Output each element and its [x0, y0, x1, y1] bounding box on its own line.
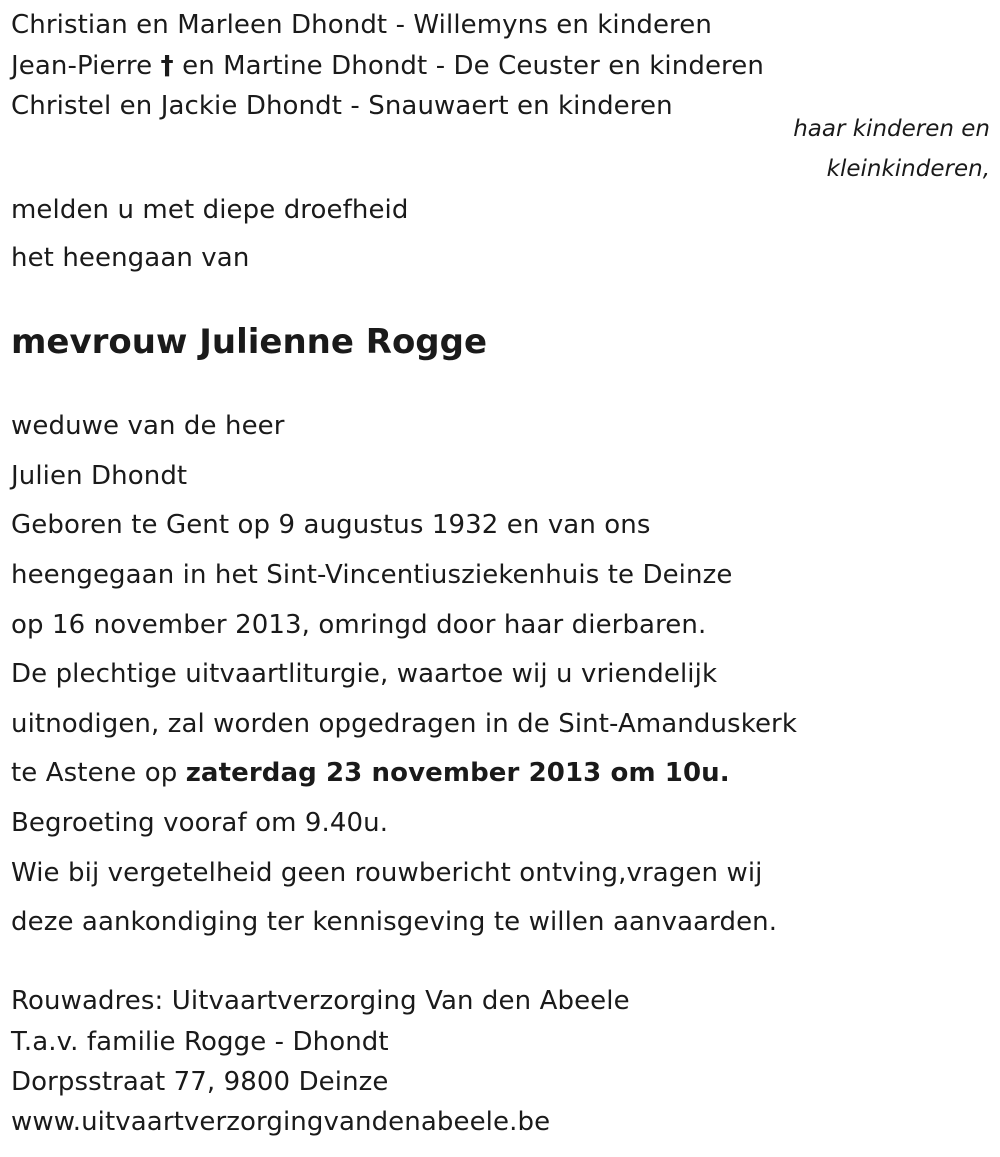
detail-line-8-prefix: te Astene op — [11, 758, 178, 788]
detail-line-1: weduwe van de heer — [11, 411, 285, 441]
cross-icon: † — [160, 51, 174, 81]
detail-line-3: Geboren te Gent op 9 augustus 1932 en van ons — [11, 510, 651, 540]
detail-line-4: heengegaan in het Sint-Vincentiusziekenhuis te Deinze — [11, 560, 733, 590]
address-line-2: T.a.v. familie Rogge - Dhondt — [11, 1027, 389, 1057]
side-note-line-2: kleinkinderen, — [826, 156, 990, 182]
detail-line-9: Begroeting vooraf om 9.40u. — [11, 808, 389, 838]
detail-line-7: uitnodigen, zal worden opgedragen in de Sint-Amanduskerk — [11, 709, 797, 739]
address-line-1: Rouwadres: Uitvaartverzorging Van den Abeele — [11, 986, 630, 1016]
side-note-line-1: haar kinderen en — [793, 116, 990, 142]
detail-line-5: op 16 november 2013, omringd door haar dierbaren. — [11, 610, 707, 640]
detail-line-10: Wie bij vergetelheid geen rouwbericht ontving,vragen wij — [11, 858, 763, 888]
detail-line-6: De plechtige uitvaartliturgie, waartoe wij u vriendelijk — [11, 659, 718, 689]
announcement-line-1: melden u met diepe droefheid — [11, 195, 409, 225]
funeral-date: zaterdag 23 november 2013 om 10u. — [185, 758, 730, 788]
detail-line-8 — [11, 758, 730, 788]
family-line-2-rest: en Martine Dhondt - De Ceuster en kinderen — [182, 51, 764, 81]
detail-line-11: deze aankondiging ter kennisgeving te willen aanvaarden. — [11, 907, 778, 937]
detail-line-2: Julien Dhondt — [11, 461, 188, 491]
family-line-1: Christian en Marleen Dhondt - Willemyns en kinderen — [11, 10, 712, 40]
address-line-3: Dorpsstraat 77, 9800 Deinze — [11, 1067, 389, 1097]
website-link[interactable]: www.uitvaartverzorgingvandenabeele.be — [11, 1107, 551, 1137]
deceased-name: mevrouw Julienne Rogge — [11, 322, 488, 362]
family-line-3: Christel en Jackie Dhondt - Snauwaert en kinderen — [11, 91, 673, 121]
family-line-2-name: Jean-Pierre — [11, 51, 153, 81]
announcement-line-2: het heengaan van — [11, 243, 250, 273]
family-line-2 — [11, 51, 764, 81]
